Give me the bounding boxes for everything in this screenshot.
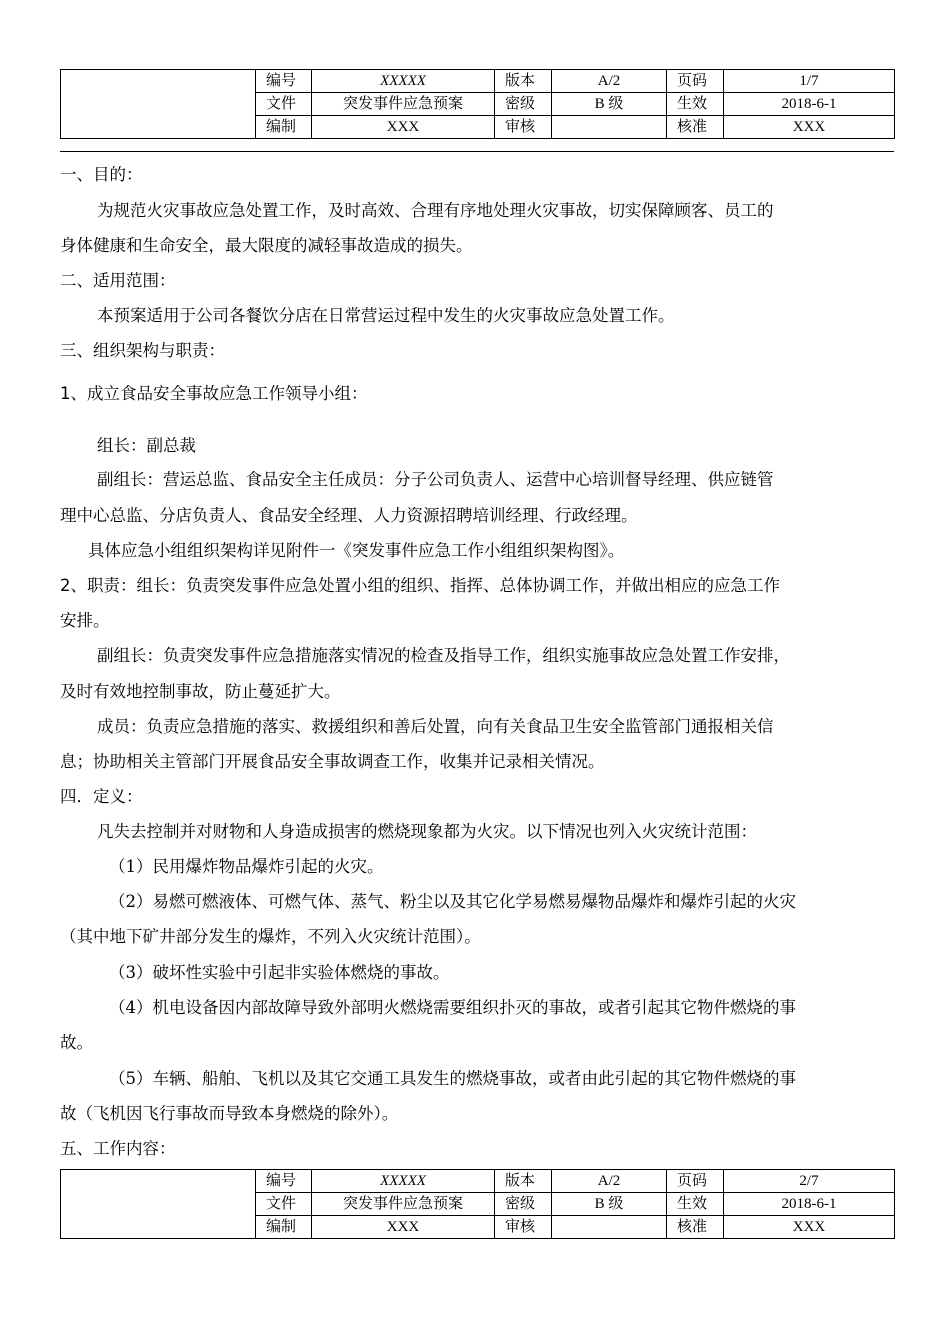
paragraph: 具体应急小组组织架构详见附件一《突发事件应急工作小组组织架构图》。	[88, 541, 625, 560]
paragraph: 安排。	[60, 611, 110, 630]
version-label: 版本	[495, 1170, 552, 1193]
author-value: XXX	[312, 116, 495, 139]
list-item-continuation: 故。	[60, 1033, 93, 1052]
author-label: 编制	[256, 1216, 312, 1239]
page-value: 1/7	[724, 70, 895, 93]
review-value	[552, 1216, 667, 1239]
effective-label: 生效	[667, 1193, 724, 1216]
section-1-title: 一、目的：	[60, 165, 143, 184]
file-value: 突发事件应急预案	[312, 93, 495, 116]
classification-label: 密级	[495, 93, 552, 116]
approve-label: 核准	[667, 116, 724, 139]
document-header-table-page-2	[60, 1169, 895, 1239]
review-label: 审核	[495, 1216, 552, 1239]
list-item-continuation: 故（飞机因飞行事故而导致本身燃烧的除外）。	[60, 1104, 399, 1123]
list-item: （1）民用爆炸物品爆炸引起的火灾。	[109, 857, 384, 876]
paragraph: 凡失去控制并对财物和人身造成损害的燃烧现象都为火灾。以下情况也列入火灾统计范围：	[97, 822, 757, 841]
paragraph: 理中心总监、分店负责人、食品安全经理、人力资源招聘培训经理、行政经理。	[60, 506, 638, 525]
review-value	[552, 116, 667, 139]
list-item: （5）车辆、船舶、飞机以及其它交通工具发生的燃烧事故，或者由此引起的其它物件燃烧的事	[109, 1069, 796, 1088]
paragraph: 息；协助相关主管部门开展食品安全事故调查工作，收集并记录相关情况。	[60, 752, 605, 771]
file-label: 文件	[256, 93, 312, 116]
section-3-title: 三、组织架构与职责：	[60, 341, 225, 360]
effective-value: 2018-6-1	[724, 93, 895, 116]
section-2-title: 二、适用范围：	[60, 271, 176, 290]
author-value: XXX	[312, 1216, 495, 1239]
paragraph: 为规范火灾事故应急处置工作，及时高效、合理有序地处理火灾事故，切实保障顾客、员工的	[97, 201, 774, 220]
section-4-title: 四．定义：	[60, 787, 143, 806]
subsection-title: 1、成立食品安全事故应急工作领导小组：	[60, 384, 368, 403]
doc-number-label: 编号	[256, 1170, 312, 1193]
paragraph: 副组长：营运总监、食品安全主任成员：分子公司负责人、运营中心培训督导经理、供应链管	[97, 470, 774, 489]
version-value: A/2	[552, 1170, 667, 1193]
file-label: 文件	[256, 1193, 312, 1216]
list-item: （2）易燃可燃液体、可燃气体、蒸气、粉尘以及其它化学易燃易爆物品爆炸和爆炸引起的火灾	[109, 892, 796, 911]
classification-value: B 级	[552, 93, 667, 116]
header-rule	[60, 151, 894, 152]
effective-label: 生效	[667, 93, 724, 116]
paragraph: 本预案适用于公司各餐饮分店在日常营运过程中发生的火灾事故应急处置工作。	[97, 306, 675, 325]
file-value: 突发事件应急预案	[312, 1193, 495, 1216]
logo-area	[61, 70, 256, 139]
effective-value: 2018-6-1	[724, 1193, 895, 1216]
document-header-table	[60, 69, 895, 139]
paragraph: 组长：副总裁	[97, 436, 196, 455]
approve-label: 核准	[667, 1216, 724, 1239]
page-value: 2/7	[724, 1170, 895, 1193]
list-item: （3）破坏性实验中引起非实验体燃烧的事故。	[109, 963, 450, 982]
doc-number-value: XXXXX	[312, 70, 495, 93]
doc-number-label: 编号	[256, 70, 312, 93]
list-item-continuation: （其中地下矿井部分发生的爆炸，不列入火灾统计范围）。	[60, 927, 481, 946]
author-label: 编制	[256, 116, 312, 139]
section-5-title: 五、工作内容：	[60, 1139, 176, 1158]
paragraph: 成员：负责应急措施的落实、救援组织和善后处置，向有关食品卫生安全监管部门通报相关信	[97, 717, 774, 736]
classification-label: 密级	[495, 1193, 552, 1216]
list-item: （4）机电设备因内部故障导致外部明火燃烧需要组织扑灭的事故，或者引起其它物件燃烧的事	[109, 998, 796, 1017]
page-label: 页码	[667, 70, 724, 93]
review-label: 审核	[495, 116, 552, 139]
classification-value: B 级	[552, 1193, 667, 1216]
paragraph: 及时有效地控制事故，防止蔓延扩大。	[60, 682, 341, 701]
approve-value: XXX	[724, 1216, 895, 1239]
subsection-title: 2、职责：组长：负责突发事件应急处置小组的组织、指挥、总体协调工作，并做出相应的应急工作	[60, 576, 780, 595]
version-label: 版本	[495, 70, 552, 93]
logo-area	[61, 1170, 256, 1239]
paragraph: 副组长：负责突发事件应急措施落实情况的检查及指导工作，组织实施事故应急处置工作安排，	[97, 646, 790, 665]
approve-value: XXX	[724, 116, 895, 139]
doc-number-value: XXXXX	[312, 1170, 495, 1193]
page-label: 页码	[667, 1170, 724, 1193]
version-value: A/2	[552, 70, 667, 93]
paragraph: 身体健康和生命安全，最大限度的减轻事故造成的损失。	[60, 236, 473, 255]
